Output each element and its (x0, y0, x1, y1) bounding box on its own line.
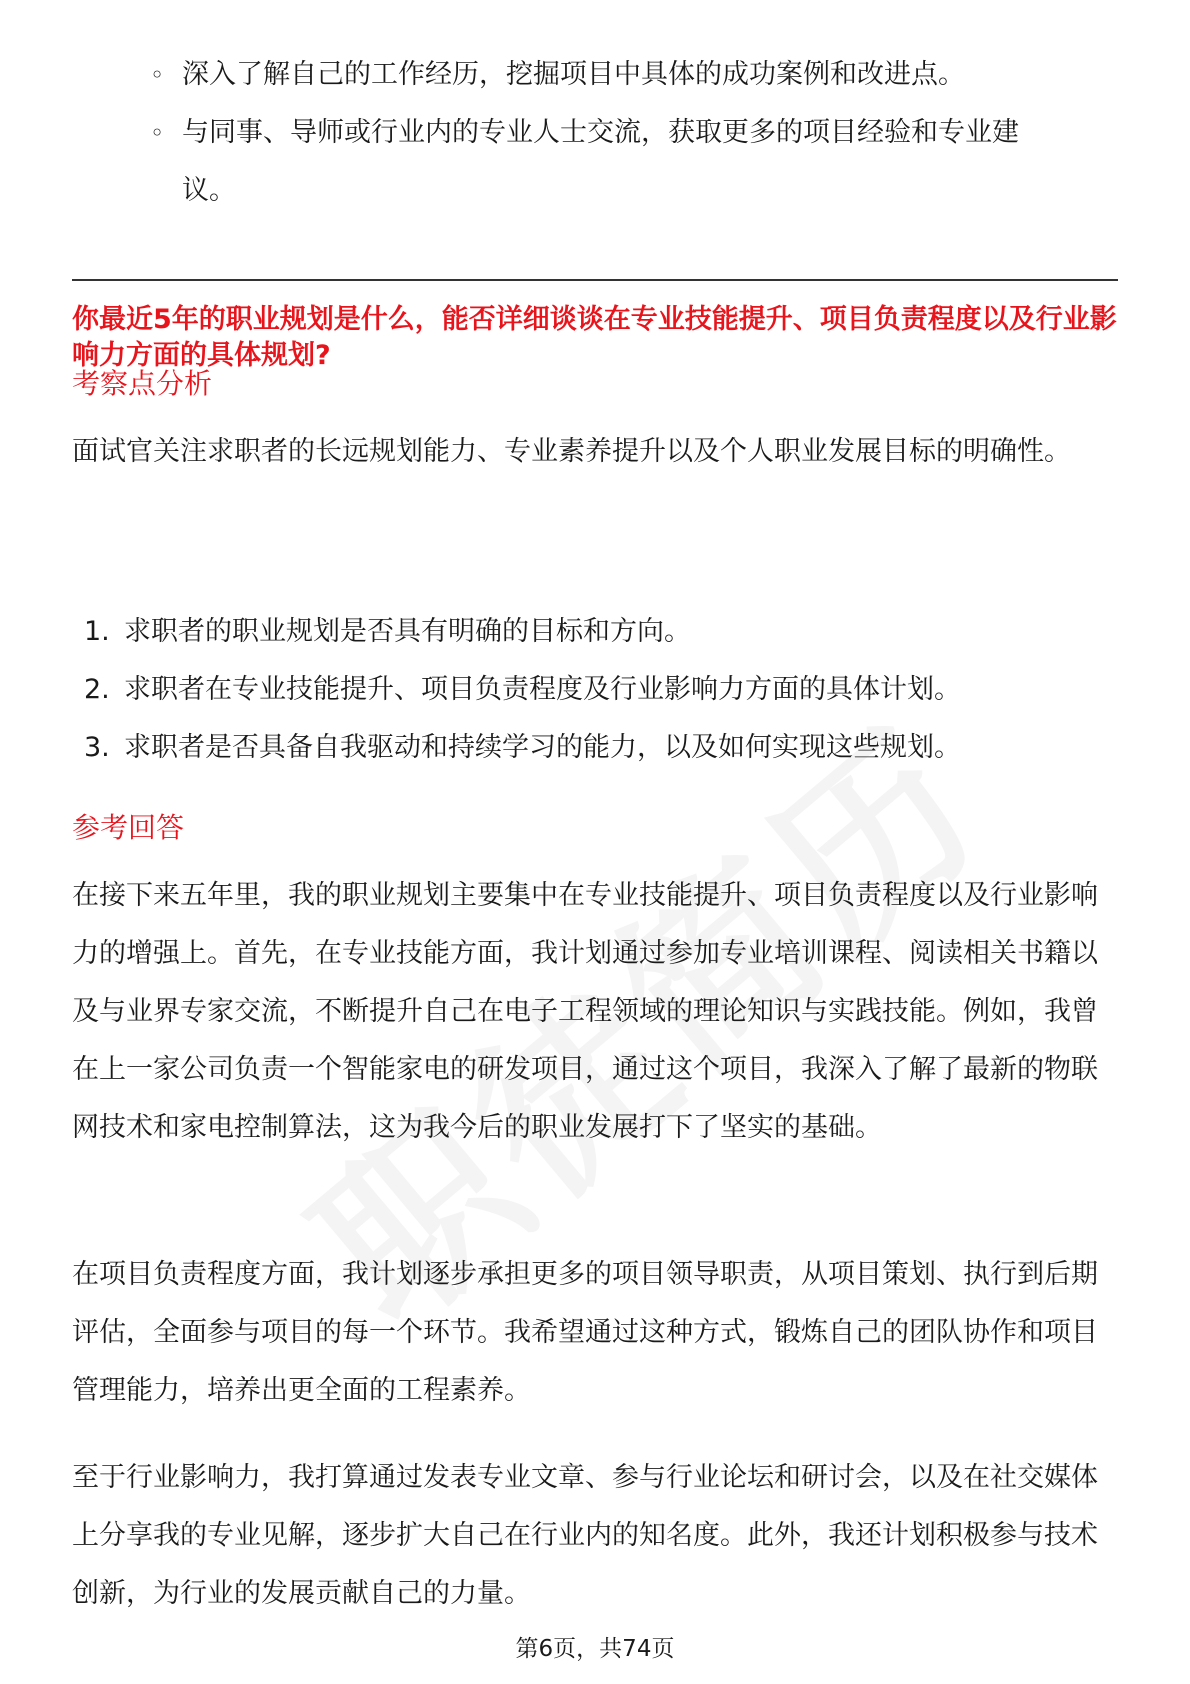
list-item-text: 求职者是否具备自我驱动和持续学习的能力，以及如何实现这些规划。 (124, 732, 961, 763)
list-item-text: 深入了解自己的工作经历，挖掘项目中具体的成功案例和改进点。 (182, 59, 965, 90)
list-item (150, 46, 1080, 104)
hollow-bullet-icon: ◦ (150, 119, 165, 147)
answer-paragraph: 在项目负责程度方面，我计划逐步承担更多的项目领导职责，从项目策划、执行到后期评估，全面参与项目的每一个环节。我希望通过这种方式，锻炼自己的团队协作和项目管理能力，培养出更全面的工程素养。 (72, 1259, 1098, 1406)
list-number: 1. (84, 616, 110, 647)
list-item (150, 104, 1080, 220)
list-item (84, 603, 1114, 661)
analysis-points (84, 603, 1114, 777)
section-divider (72, 279, 1118, 281)
list-item-text: 与同事、导师或行业内的专业人士交流，获取更多的项目经验和专业建议。 (182, 117, 1019, 206)
list-number: 2. (84, 674, 110, 705)
analysis-intro: 面试官关注求职者的长远规划能力、专业素养提升以及个人职业发展目标的明确性。 (72, 436, 1071, 467)
list-item (84, 661, 1114, 719)
sub-bullet-list (150, 46, 1080, 220)
hollow-bullet-icon: ◦ (150, 61, 165, 89)
answer-paragraph: 至于行业影响力，我打算通过发表专业文章、参与行业论坛和研讨会，以及在社交媒体上分享我的专业见解，逐步扩大自己在行业内的知名度。此外，我还计划积极参与技术创新，为行业的发展贡献自己的力量。 (72, 1462, 1098, 1609)
list-number: 3. (84, 732, 110, 763)
answer-heading: 参考回答 (72, 811, 185, 844)
list-item (84, 719, 1114, 777)
interview-question: 你最近5年的职业规划是什么，能否详细谈谈在专业技能提升、项目负责程度以及行业影响力方面的具体规划? (72, 304, 1117, 371)
list-item-text: 求职者的职业规划是否具有明确的目标和方向。 (124, 616, 691, 647)
page-footer: 第6页，共74页 (515, 1636, 675, 1662)
list-item-text: 求职者在专业技能提升、项目负责程度及行业影响力方面的具体计划。 (124, 674, 961, 705)
answer-paragraph: 在接下来五年里，我的职业规划主要集中在专业技能提升、项目负责程度以及行业影响力的增强上。首先，在专业技能方面，我计划通过参加专业培训课程、阅读相关书籍以及与业界专家交流，不断提升自己在电子工程领域的理论知识与实践技能。例如，我曾在上一家公司负责一个智能家电的研发项目，通过这个项目，我深入了解了最新的物联网技术和家电控制算法，这为我今后的职业发展打下了坚实的基础。 (72, 880, 1098, 1143)
analysis-heading: 考察点分析 (72, 367, 213, 400)
